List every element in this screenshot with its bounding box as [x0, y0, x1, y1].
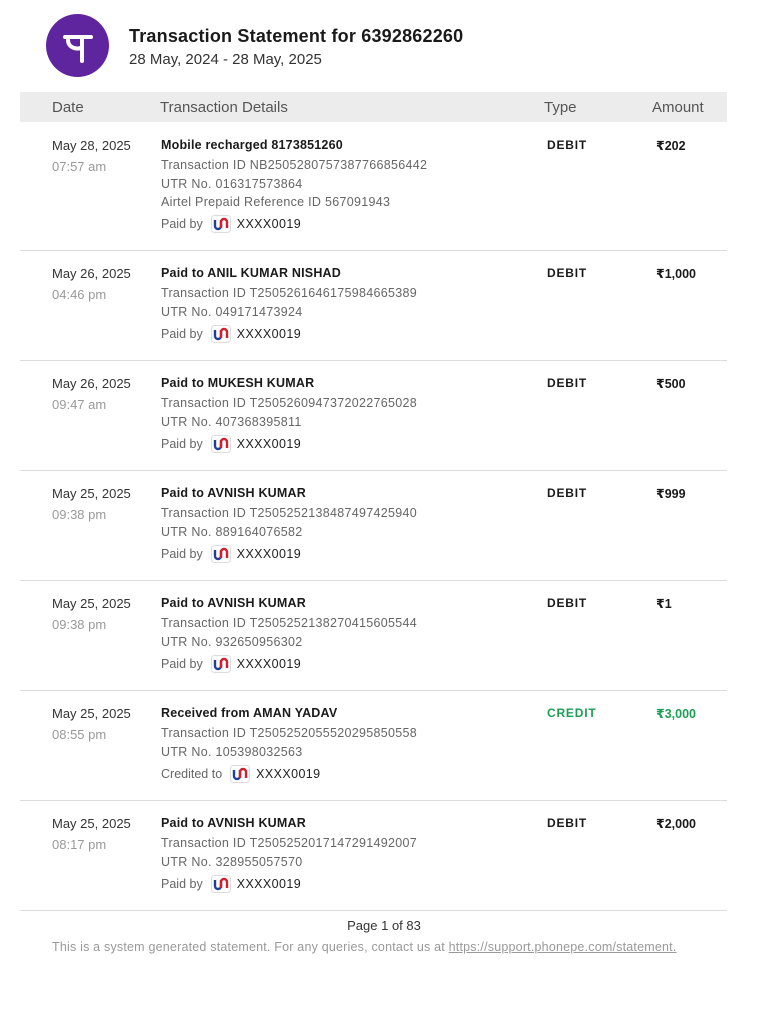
transaction-title: Paid to ANIL KUMAR NISHAD [161, 266, 341, 280]
transaction-type-badge: CREDIT [547, 706, 597, 720]
transaction-type-badge: DEBIT [547, 138, 587, 152]
column-header-details: Transaction Details [160, 99, 288, 116]
utr-number: UTR No. 049171473924 [161, 305, 303, 319]
payment-source [161, 545, 301, 563]
transaction-id: Transaction ID T2505252138487497425940 [161, 506, 418, 520]
transaction-time: 08:17 pm [52, 837, 107, 852]
payment-source [161, 435, 301, 453]
transaction-title: Paid to AVNISH KUMAR [161, 486, 306, 500]
transaction-title: Paid to AVNISH KUMAR [161, 816, 306, 830]
payment-source [161, 875, 301, 893]
footer-note [52, 940, 677, 954]
bank-logo-icon [211, 545, 231, 563]
payment-source [161, 325, 301, 343]
transaction-id: Transaction ID T2505252017147291492007 [161, 836, 418, 850]
table-header [20, 92, 727, 122]
account-number: XXXX0019 [256, 767, 321, 781]
transaction-amount: ₹1 [656, 597, 672, 611]
transaction-title: Paid to AVNISH KUMAR [161, 596, 306, 610]
transaction-id: Transaction ID NB2505280757387766856442 [161, 158, 428, 172]
table-row [20, 251, 727, 361]
transaction-date: May 25, 2025 [52, 706, 131, 721]
transaction-id: Transaction ID T2505261646175984665389 [161, 286, 418, 300]
transaction-amount: ₹1,000 [656, 267, 696, 281]
statement-header [46, 14, 746, 74]
payment-source-label: Paid by [161, 877, 203, 891]
page-number: Page 1 of 83 [347, 918, 421, 933]
support-link[interactable]: https://support.phonepe.com/statement. [448, 940, 677, 954]
utr-number: UTR No. 407368395811 [161, 415, 302, 429]
transaction-date: May 25, 2025 [52, 486, 131, 501]
transaction-time: 08:55 pm [52, 727, 107, 742]
transaction-type-badge: DEBIT [547, 596, 587, 610]
reference-id: Airtel Prepaid Reference ID 567091943 [161, 195, 391, 209]
transaction-amount: ₹2,000 [656, 817, 696, 831]
transaction-type-badge: DEBIT [547, 266, 587, 280]
bank-logo-icon [211, 655, 231, 673]
account-number: XXXX0019 [236, 547, 302, 561]
statement-period: 28 May, 2024 - 28 May, 2025 [129, 51, 322, 68]
bank-logo-icon [211, 875, 231, 893]
utr-number: UTR No. 328955057570 [161, 855, 303, 869]
transaction-time: 07:57 am [52, 159, 107, 174]
transaction-amount: ₹500 [656, 377, 686, 391]
bank-logo-icon [230, 765, 250, 783]
transaction-type-badge: DEBIT [547, 376, 587, 390]
transaction-id: Transaction ID T2505260947372022765028 [161, 396, 418, 410]
payment-source [161, 765, 321, 783]
transaction-time: 09:47 am [52, 397, 107, 412]
transaction-title: Received from AMAN YADAV [161, 706, 338, 720]
transaction-title: Paid to MUKESH KUMAR [161, 376, 315, 390]
footer-note-text: This is a system generated statement. For any queries, contact us at [52, 940, 445, 954]
transaction-amount: ₹3,000 [656, 707, 696, 721]
transaction-date: May 26, 2025 [52, 376, 131, 391]
transaction-amount: ₹202 [656, 139, 686, 153]
column-header-amount: Amount [652, 99, 704, 116]
table-row [20, 471, 727, 581]
account-number: XXXX0019 [236, 437, 302, 451]
payment-source-label: Paid by [161, 217, 203, 231]
payment-source [161, 655, 301, 673]
utr-number: UTR No. 932650956302 [161, 635, 303, 649]
transaction-time: 09:38 pm [52, 617, 107, 632]
payment-source-label: Paid by [161, 327, 203, 341]
transaction-date: May 25, 2025 [52, 596, 131, 611]
table-row [20, 581, 727, 691]
account-number: XXXX0019 [236, 657, 302, 671]
payment-source-label: Credited to [161, 767, 223, 781]
utr-number: UTR No. 016317573864 [161, 177, 303, 191]
transaction-date: May 25, 2025 [52, 816, 131, 831]
transaction-id: Transaction ID T2505252138270415605544 [161, 616, 418, 630]
account-number: XXXX0019 [236, 327, 302, 341]
transaction-amount: ₹999 [656, 487, 686, 501]
payment-source [161, 215, 301, 233]
table-row [20, 691, 727, 801]
account-number: XXXX0019 [236, 217, 302, 231]
bank-logo-icon [211, 215, 231, 233]
transaction-time: 09:38 pm [52, 507, 107, 522]
table-row [20, 123, 727, 251]
payment-source-label: Paid by [161, 547, 203, 561]
transaction-list [20, 123, 727, 911]
column-header-type: Type [544, 99, 577, 116]
bank-logo-icon [211, 325, 231, 343]
table-row [20, 361, 727, 471]
transaction-time: 04:46 pm [52, 287, 107, 302]
transaction-type-badge: DEBIT [547, 486, 587, 500]
transaction-title: Mobile recharged 8173851260 [161, 138, 343, 152]
bank-logo-icon [211, 435, 231, 453]
account-number: XXXX0019 [236, 877, 302, 891]
column-header-date: Date [52, 99, 84, 116]
utr-number: UTR No. 889164076582 [161, 525, 303, 539]
transaction-id: Transaction ID T2505252055520295850558 [161, 726, 418, 740]
payment-source-label: Paid by [161, 657, 203, 671]
transaction-date: May 28, 2025 [52, 138, 131, 153]
table-row [20, 801, 727, 911]
transaction-type-badge: DEBIT [547, 816, 587, 830]
statement-title: Transaction Statement for 6392862260 [129, 26, 464, 46]
utr-number: UTR No. 105398032563 [161, 745, 303, 759]
transaction-date: May 26, 2025 [52, 266, 131, 281]
phonepe-logo-icon [46, 14, 109, 77]
payment-source-label: Paid by [161, 437, 203, 451]
